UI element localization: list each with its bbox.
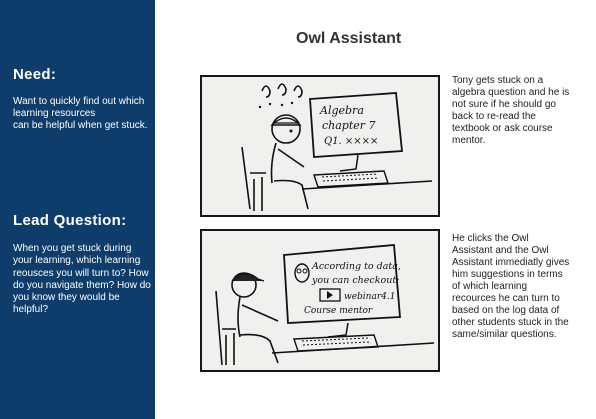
screen-line-2: chapter 7 xyxy=(322,119,376,132)
screen-line-2: you can checkout: xyxy=(312,275,400,286)
need-title: Need: xyxy=(13,66,57,83)
frame-2-caption: He clicks the Owl Assistant and the Owl Assistant immediatly gives him suggestions in terms of which learning recources he can turn to based on the log data of other students stuck in the same/similar questions. xyxy=(452,233,570,340)
page-title: Owl Assistant xyxy=(296,30,402,47)
screen-line-3: webinar4.1 xyxy=(344,292,396,302)
screen-line-4: Course mentor xyxy=(304,306,373,316)
owl-icon xyxy=(295,264,309,282)
sidebar xyxy=(0,0,155,419)
lead-question-text: When you get stuck during your learning, which learning reousces you will turn to? How do you navigate them? How do you know they would be helpful? xyxy=(13,243,151,316)
screen-line-1: Algebra xyxy=(320,104,364,117)
screen-line-1: According to data, xyxy=(312,261,401,272)
video-icon xyxy=(320,289,340,301)
screen-line-3: Q1. ×××× xyxy=(324,136,379,147)
storyboard-frame-2 xyxy=(200,229,440,372)
storyboard-frame-1 xyxy=(200,75,440,217)
sketch-stuck-student xyxy=(202,77,438,215)
lead-question-title: Lead Question: xyxy=(13,212,127,229)
frame-1-caption: Tony gets stuck on a algebra question and he is not sure if he should go back to re-read the textbook or ask course mentor. xyxy=(452,75,570,146)
sketch-owl-suggestion xyxy=(202,231,438,370)
need-text: Want to quickly find out which learning resources can be helpful when get stuck. xyxy=(13,96,148,131)
